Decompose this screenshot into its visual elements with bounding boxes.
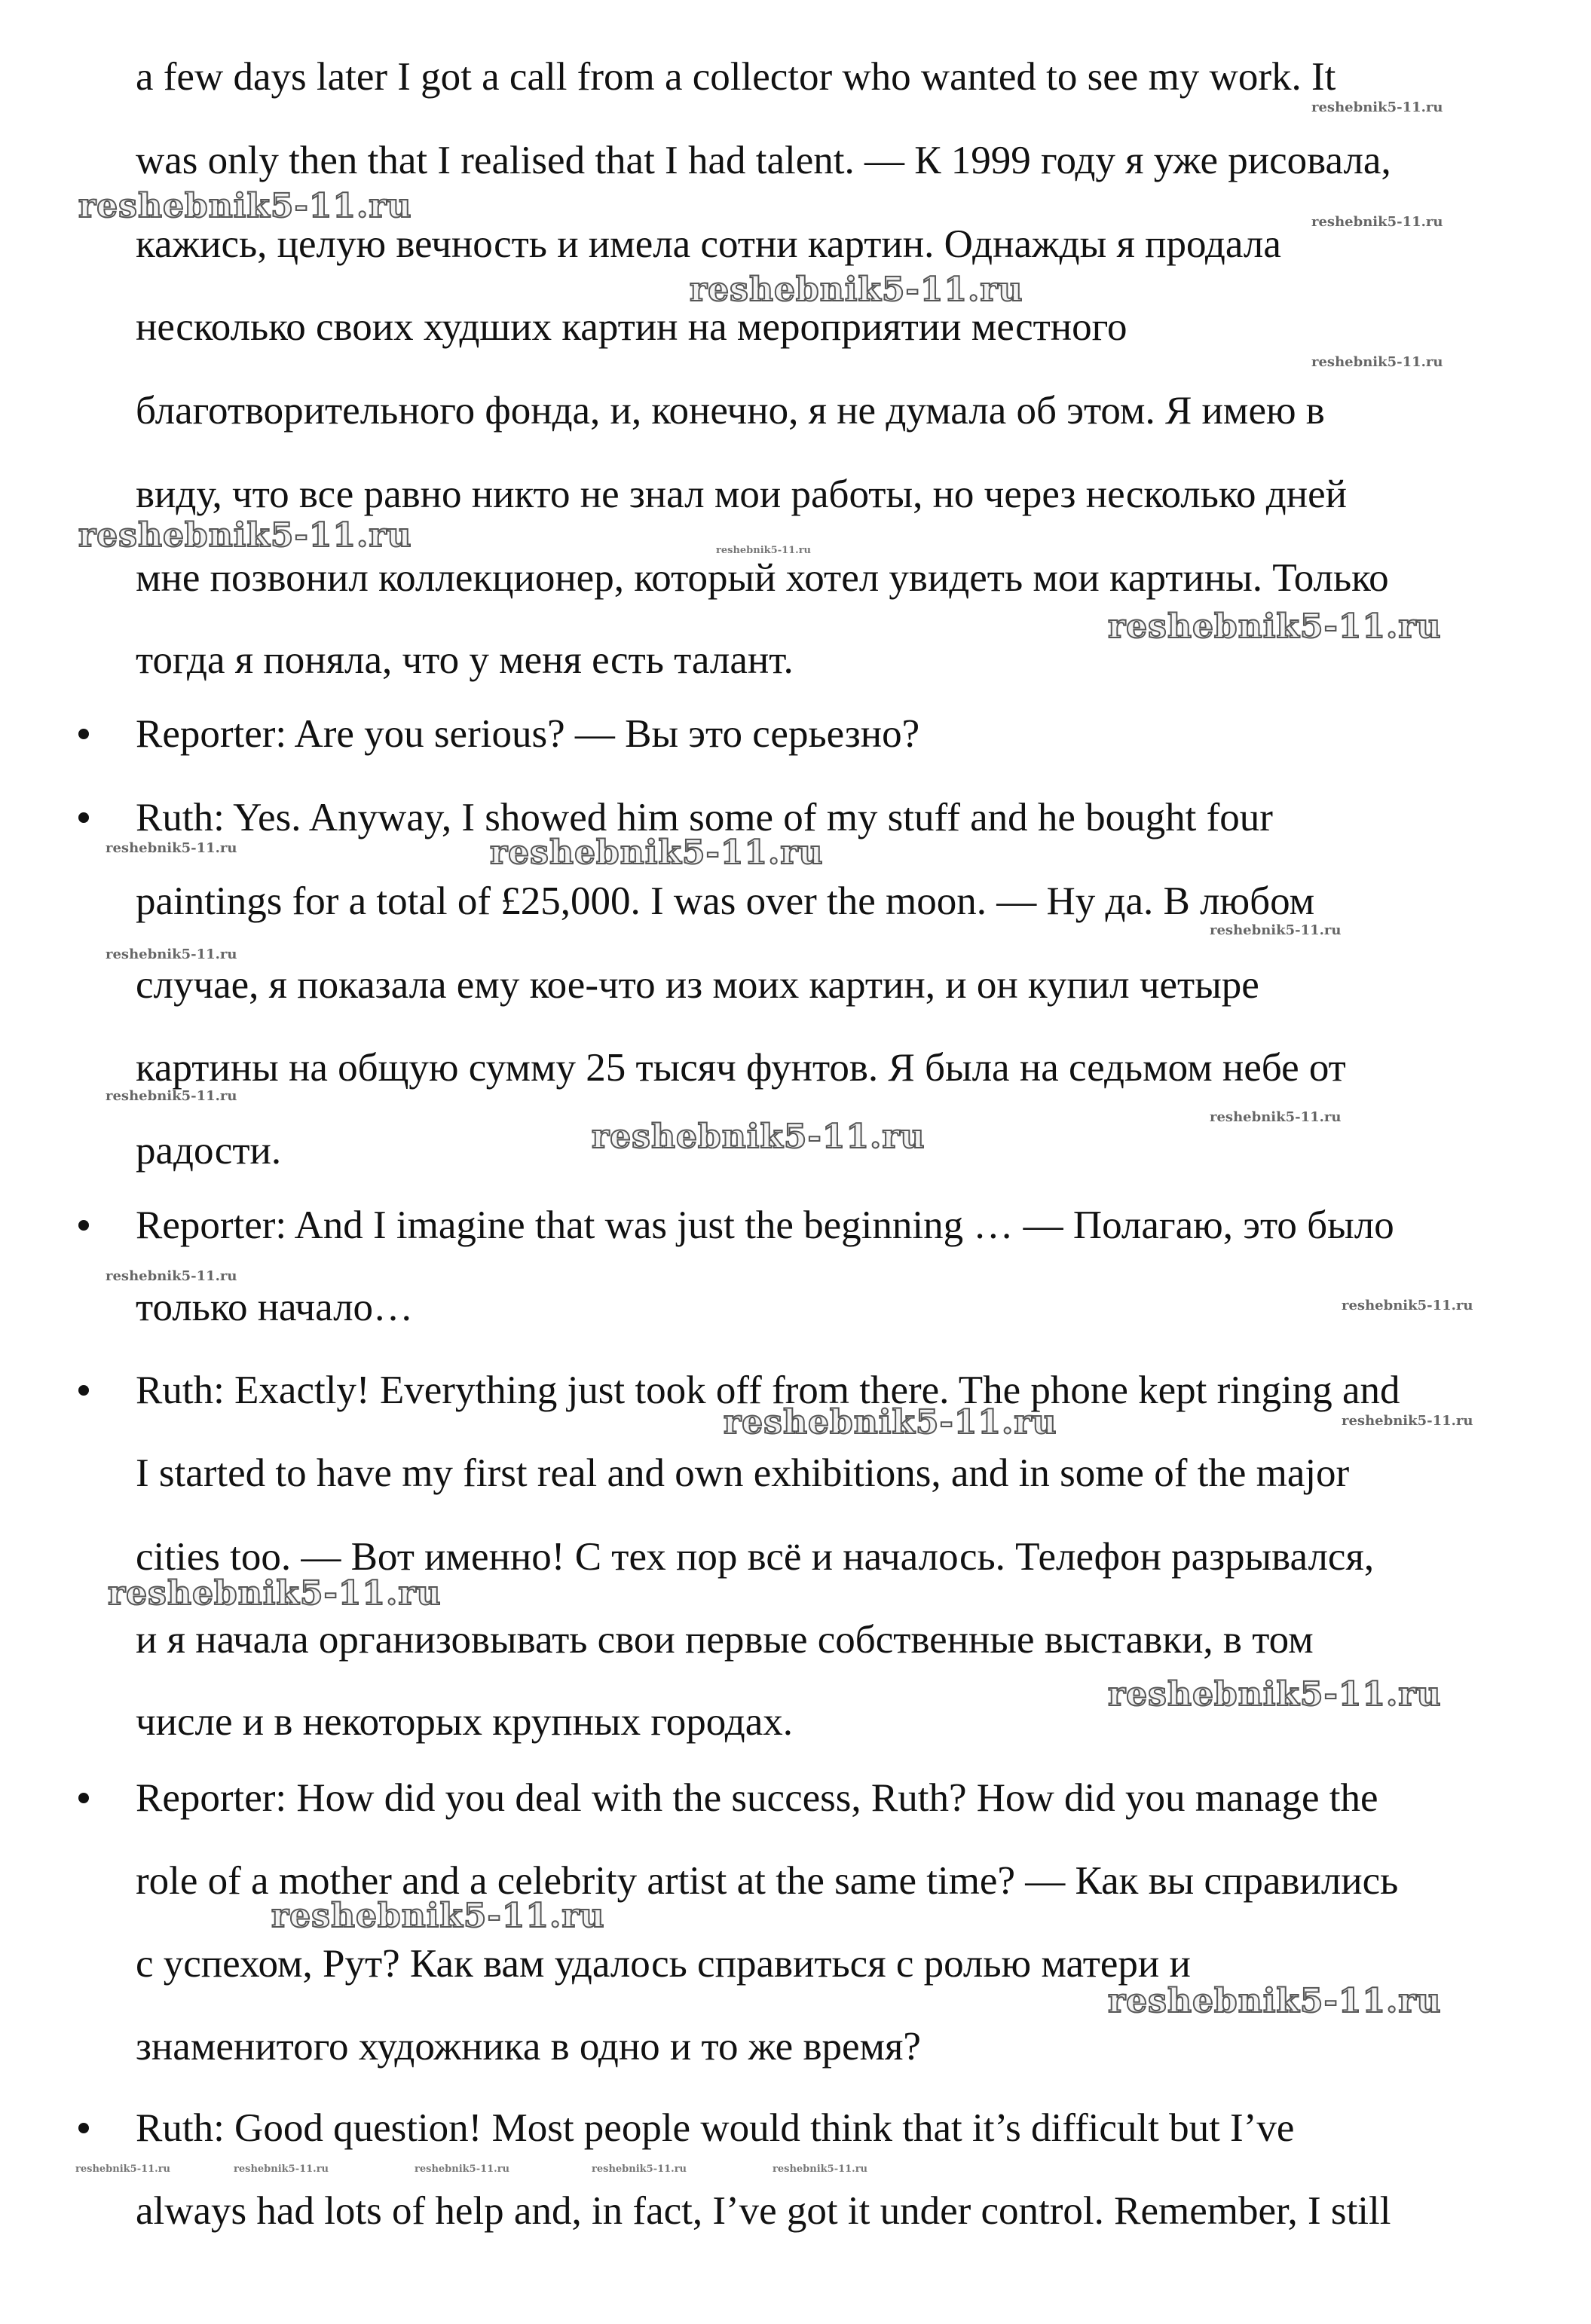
text-line-3: кажись, целую вечность и имела сотни картин. Однажды я продала [136, 222, 1281, 266]
bullet-5 [78, 1793, 89, 1803]
watermark: reshebnik5-11.ru [108, 1574, 442, 1613]
text-line-5: благотворительного фонда, и, конечно, я не думала об этом. Я имею в [136, 389, 1325, 433]
watermark: reshebnik5-11.ru [1108, 607, 1442, 646]
watermark: reshebnik5-11.ru [106, 1088, 237, 1104]
watermark: reshebnik5-11.ru [1108, 1982, 1442, 2020]
text-line-10: Ruth: Yes. Anyway, I showed him some of my stuff and he bought four [136, 796, 1273, 839]
bullet-1 [78, 729, 89, 739]
text-line-2: was only then that I realised that I had talent. — К 1999 году я уже рисовала, [136, 139, 1391, 182]
watermark: reshebnik5-11.ru [1342, 1298, 1473, 1313]
watermark: reshebnik5-11.ru [716, 545, 812, 556]
text-line-26: Ruth: Good question! Most people would think that it’s difficult but I’ve [136, 2106, 1295, 2150]
watermark: reshebnik5-11.ru [415, 2163, 510, 2175]
watermark: reshebnik5-11.ru [234, 2163, 329, 2175]
bullet-2 [78, 812, 89, 823]
text-line-22: Reporter: How did you deal with the success, Ruth? How did you manage the [136, 1776, 1378, 1820]
watermark: reshebnik5-11.ru [690, 271, 1023, 309]
watermark: reshebnik5-11.ru [773, 2163, 868, 2175]
text-line-24: с успехом, Рут? Как вам удалось справиться с ролью матери и [136, 1942, 1191, 1986]
watermark: reshebnik5-11.ru [78, 516, 412, 555]
text-line-7: мне позвонил коллекционер, который хотел увидеть мои картины. Только [136, 556, 1389, 600]
text-line-13: картины на общую сумму 25 тысяч фунтов. Я была на седьмом небе от [136, 1046, 1346, 1090]
bullet-4 [78, 1385, 89, 1396]
text-line-16: только начало… [136, 1286, 414, 1329]
watermark: reshebnik5-11.ru [106, 840, 237, 856]
watermark: reshebnik5-11.ru [271, 1897, 605, 1935]
watermark: reshebnik5-11.ru [1342, 1413, 1473, 1429]
watermark: reshebnik5-11.ru [106, 946, 237, 962]
watermark: reshebnik5-11.ru [1210, 1109, 1342, 1125]
text-line-15: Reporter: And I imagine that was just the beginning … — Полагаю, это было [136, 1203, 1394, 1247]
text-line-6: виду, что все равно никто не знал мои работы, но через несколько дней [136, 472, 1347, 516]
text-line-12: случае, я показала ему кое-что из моих картин, и он купил четыре [136, 963, 1259, 1007]
text-line-17: Ruth: Exactly! Everything just took off from there. The phone kept ringing and [136, 1368, 1400, 1412]
text-line-21: числе и в некоторых крупных городах. [136, 1700, 793, 1744]
text-line-25: знаменитого художника в одно и то же время? [136, 2025, 921, 2069]
text-line-9: Reporter: Are you serious? — Вы это серьезно? [136, 712, 920, 756]
text-line-19: cities too. — Вот именно! С тех пор всё и началось. Телефон разрывался, [136, 1535, 1375, 1579]
text-line-8: тогда я поняла, что у меня есть талант. [136, 638, 794, 682]
text-line-23: role of a mother and a celebrity artist at the same time? — Как вы справились [136, 1859, 1399, 1903]
watermark: reshebnik5-11.ru [724, 1403, 1057, 1442]
watermark: reshebnik5-11.ru [490, 833, 824, 872]
text-line-20: и я начала организовывать свои первые собственные выставки, в том [136, 1618, 1314, 1662]
text-line-27: always had lots of help and, in fact, I’ve got it under control. Remember, I still [136, 2189, 1391, 2233]
text-line-14: радости. [136, 1129, 282, 1173]
watermark: reshebnik5-11.ru [1311, 99, 1443, 115]
watermark: reshebnik5-11.ru [592, 1118, 926, 1156]
text-line-1: a few days later I got a call from a collector who wanted to see my work. It [136, 55, 1336, 99]
watermark: reshebnik5-11.ru [1210, 922, 1342, 938]
watermark: reshebnik5-11.ru [1311, 214, 1443, 230]
watermark: reshebnik5-11.ru [1311, 354, 1443, 370]
bullet-6 [78, 2123, 89, 2133]
watermark: reshebnik5-11.ru [75, 2163, 171, 2175]
watermark: reshebnik5-11.ru [106, 1268, 237, 1284]
text-line-4: несколько своих худших картин на мероприятии местного [136, 305, 1127, 349]
watermark: reshebnik5-11.ru [1108, 1675, 1442, 1714]
bullet-3 [78, 1220, 89, 1231]
watermark: reshebnik5-11.ru [78, 187, 412, 225]
text-line-11: paintings for a total of £25,000. I was over the moon. — Ну да. В любом [136, 879, 1315, 923]
watermark: reshebnik5-11.ru [592, 2163, 687, 2175]
text-line-18: I started to have my first real and own exhibitions, and in some of the major [136, 1451, 1350, 1495]
